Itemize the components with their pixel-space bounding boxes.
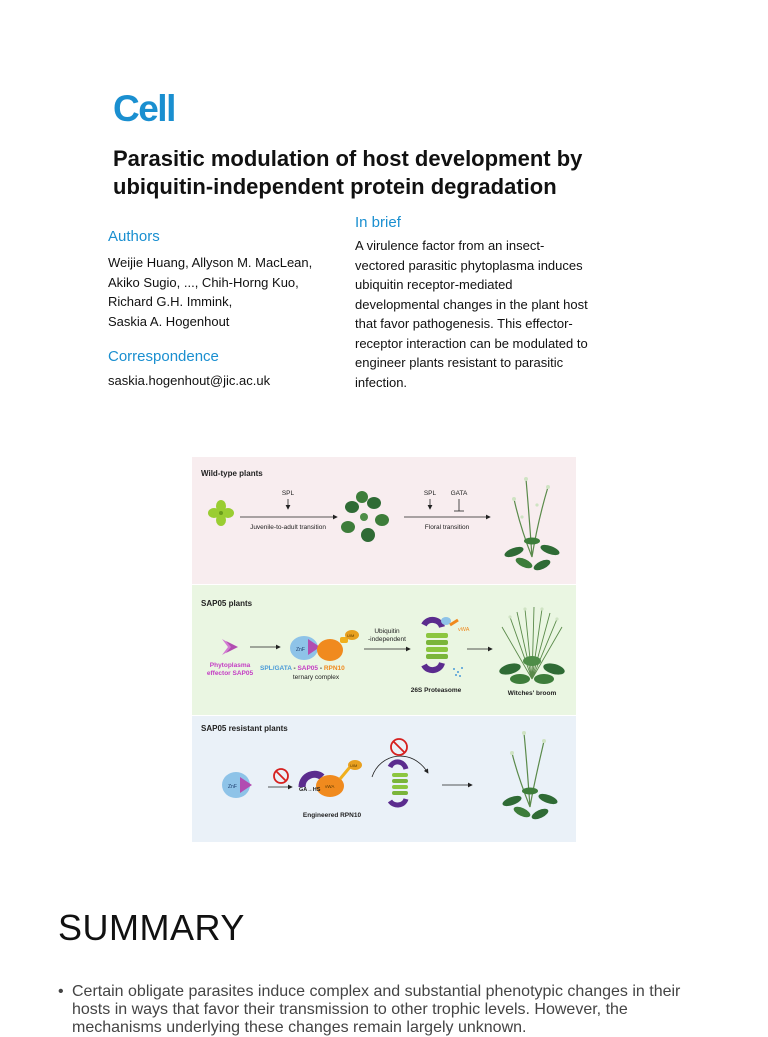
flowering-plant-icon: [501, 731, 559, 821]
in-brief-line: vectored parasitic phytoplasma induces: [355, 257, 583, 273]
in-brief-line: infection.: [355, 374, 408, 390]
rosette-icon: [341, 491, 389, 542]
spl-label-2: SPL: [423, 490, 437, 497]
ternary-complex-label: ternary complex: [292, 674, 340, 681]
graphical-abstract: [192, 457, 576, 842]
proteasome-icon: [390, 762, 408, 805]
complex-rpn10: RPN10: [323, 665, 345, 672]
spl-label-1: SPL: [281, 490, 295, 497]
title-line-2: ubiquitin-independent protein degradation: [113, 174, 557, 199]
proteasome-label: 26S Proteasome: [410, 687, 462, 694]
juvenile-transition-label: Juvenile-to-adult transition: [250, 524, 326, 531]
effector-label-1: Phytoplasma: [209, 662, 251, 669]
in-brief-line: ubiquitin receptor-mediated: [355, 277, 513, 292]
journal-logo: Cell: [113, 88, 175, 129]
in-brief-line: A virulence factor from an insect-: [355, 238, 545, 253]
summary-heading: SUMMARY: [58, 907, 245, 948]
summary-line: Certain obligate parasites induce complex and substantial phenotypic changes in their: [72, 983, 681, 1000]
author-line: Weijie Huang, Allyson M. MacLean,: [108, 255, 313, 270]
vwa-label: vWA: [325, 784, 335, 789]
effector-sap05-icon: [222, 639, 238, 655]
floral-transition-label: Floral transition: [424, 524, 470, 531]
mutation-label: GA→HS: [299, 787, 321, 793]
proteasome-icon: [424, 617, 470, 677]
complex-sap05: SAP05: [297, 665, 319, 672]
ubiquitin-label-1: Ubiquitin: [374, 628, 400, 635]
vwa-label: vWA: [458, 627, 470, 633]
in-brief-line: that favor pathogenesis. This effector-: [355, 316, 573, 331]
flowering-plant-icon: [503, 477, 561, 572]
correspondence-heading: Correspondence: [108, 348, 219, 365]
bullet-dot: •: [58, 983, 64, 1000]
znf-sap05-icon: [222, 772, 252, 798]
witches-broom-icon: [498, 607, 566, 684]
summary-bullet: [58, 983, 718, 1037]
author-line: Akiko Sugio, ..., Chih-Horng Kuo,: [108, 274, 299, 290]
seedling-icon: [208, 500, 234, 526]
ternary-complex-icon: [290, 630, 359, 661]
znf-label: ZnF: [296, 647, 305, 653]
summary-line: mechanisms underlying these changes remain largely unknown.: [72, 1019, 527, 1036]
graphical-abstract-art: [192, 457, 576, 842]
engineered-rpn10-label: Engineered RPN10: [302, 812, 362, 819]
block-icon: [274, 769, 288, 783]
panel3-title: SAP05 resistant plants: [201, 724, 288, 733]
panel2-title: SAP05 plants: [201, 599, 253, 608]
witches-broom-label: Witches' broom: [507, 690, 557, 697]
in-brief-line: developmental changes in the plant host: [355, 296, 588, 312]
complex-label: [260, 665, 345, 672]
effector-label-2: effector SAP05: [206, 670, 254, 677]
article-title: [113, 145, 713, 201]
correspondence-email[interactable]: saskia.hogenhout@jic.ac.uk: [108, 373, 271, 388]
in-brief-line: receptor interaction can be modulated to: [355, 335, 588, 351]
complex-sep-2: -: [318, 665, 324, 672]
complex-spl: SPL/GATA: [260, 665, 292, 672]
block-icon: [391, 739, 407, 755]
in-brief-text: [355, 236, 588, 392]
title-line-1: Parasitic modulation of host development by: [113, 146, 583, 171]
panel1-title: Wild-type plants: [201, 469, 263, 478]
in-brief-line: engineer plants resistant to parasitic: [355, 355, 564, 370]
znf-label: ZnF: [228, 784, 237, 790]
complex-sep-1: -: [291, 665, 298, 672]
author-line: Saskia A. Hogenhout: [108, 313, 230, 329]
author-line: Richard G.H. Immink,: [108, 294, 233, 309]
ubiquitin-label-2: -independent: [368, 636, 406, 643]
uim-label: UIM: [350, 763, 358, 768]
in-brief-heading: In brief: [355, 214, 401, 231]
authors-list: [108, 253, 312, 331]
summary-line: hosts in ways that favor their transmission to other trophic levels. However, the: [72, 1001, 628, 1018]
uim-label: UIM: [347, 633, 355, 638]
gata-label: GATA: [450, 490, 468, 497]
authors-heading: Authors: [108, 228, 160, 245]
